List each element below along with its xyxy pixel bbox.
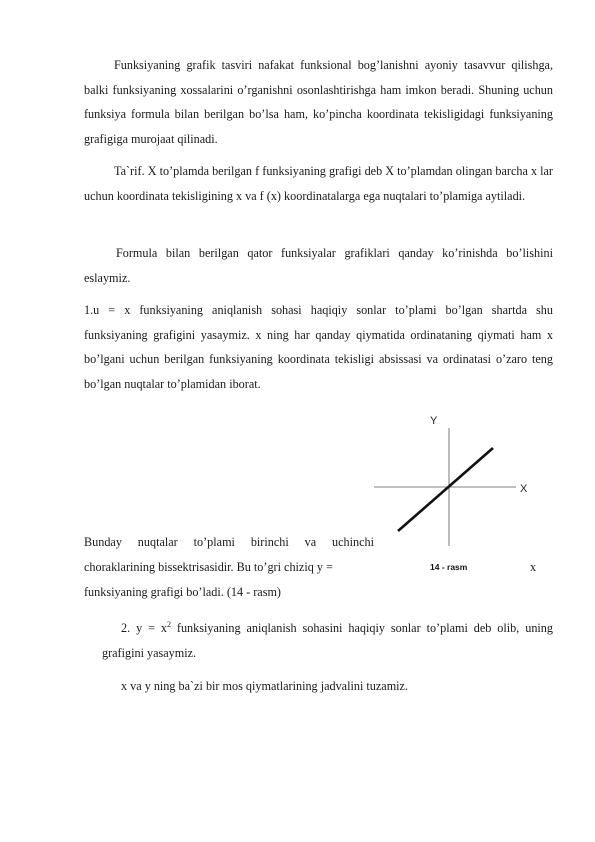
formula-y-equals: 2. y = x [121, 621, 167, 635]
paragraph-definition: Ta`rif. X to’plamda berilgan f funksiyaning grafigi deb X to’plamdan olingan barcha x lar uchun koordinata tekisligining x va f (x) koordinatalarga ega nuqtalari to’plamiga aytiladi. [84, 164, 553, 203]
paragraph-intro: Funksiyaning grafik tasviri nafakat funksional bog’lanishni ayoniy tasavvur qilishga, balki funksiyaning xossalarini o’rganishni osonlashtirishga ham imkon beradi. Shuning uchun funksiya formula bilan berilgan bo’lsa ham, ko’pincha koordinata tekisligidagi funksiyaning grafigiga murojaat qilinadi. [84, 58, 553, 146]
paragraph-bisector-x: x [530, 560, 537, 574]
y-axis-label: Y [430, 415, 438, 427]
paragraph-example-2-text: funksiyaning aniqlanish sohasini haqiqiy sonlar to’plami deb olib, uning grafigini yasaymiz. [102, 621, 553, 660]
exponent-2: 2 [166, 620, 171, 629]
paragraph-bisector-line3: funksiyaning grafigi bo’ladi. (14 - rasm) [84, 585, 281, 599]
paragraph-recall: Formula bilan berilgan qator funksiyalar grafiklari qanday ko’rinishda bo’lishini eslaymiz. [84, 246, 553, 285]
paragraph-example-2 [102, 616, 553, 665]
figure-caption: 14 - rasm [430, 562, 468, 572]
function-line-y-equals-x [398, 448, 493, 531]
paragraph-example-1: 1.u = x funksiyaning aniqlanish sohasi haqiqiy sonlar to’plami bo’lgan shartda shu funksiyaning grafigini yasaymiz. x ning har qanday qiymatida ordinataning qiymati ham x bo’lgani uchun berilgan funksiyaning koordinata tekisligi absissasi va ordinatasi o’zaro teng bo’lgan nuqtalar to’plamidan iborat. [84, 303, 553, 391]
paragraph-bisector-line2: choraklarining bissektrisasidir. Bu to’gri chiziq y = [84, 560, 333, 574]
figure-14-graph [368, 410, 538, 580]
paragraph-bisector-line1: Bunday nuqtalar to’plami birinchi va uchinchi [84, 535, 374, 549]
paragraph-table-intro: x va y ning ba`zi bir mos qiymatlarining jadvalini tuzamiz. [121, 679, 409, 693]
x-axis-label: X [520, 483, 528, 495]
graph-svg [368, 410, 538, 580]
